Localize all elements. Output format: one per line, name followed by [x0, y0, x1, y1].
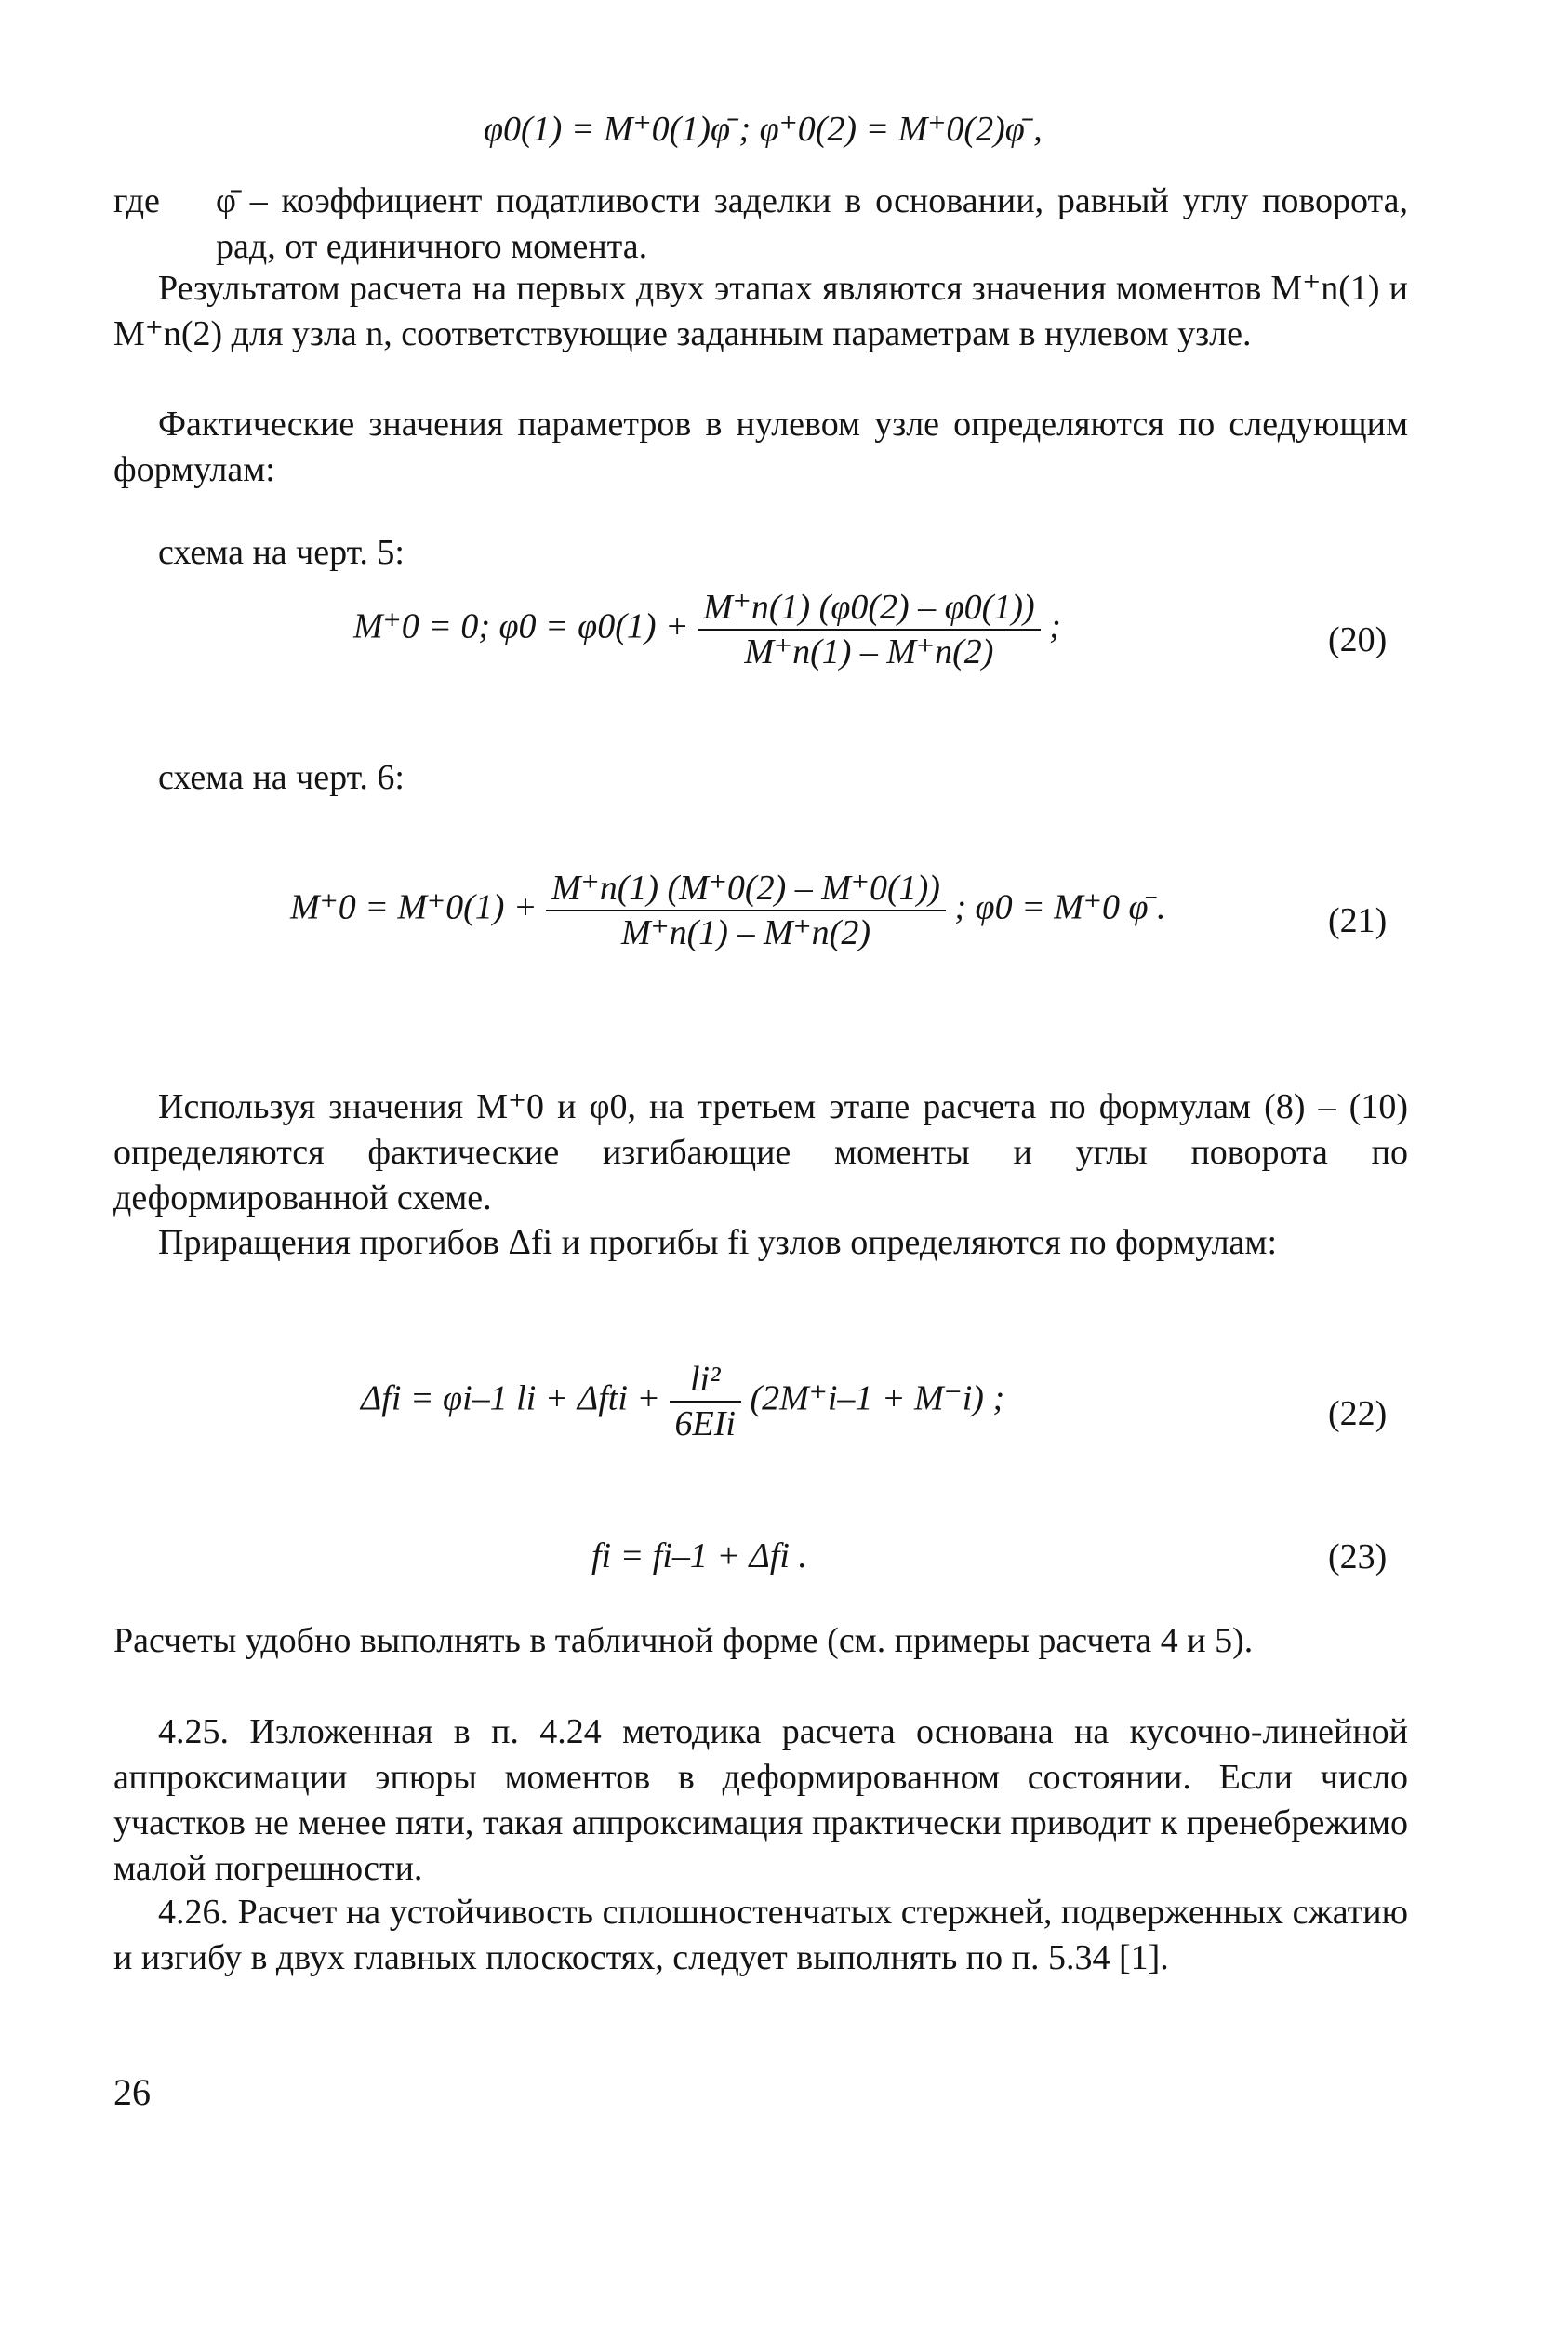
where-word: где — [113, 181, 160, 220]
paragraph-actual-values — [113, 402, 1408, 493]
equation-22-number: (22) — [1328, 1394, 1388, 1433]
equation-23-number: (23) — [1328, 1537, 1388, 1576]
eq21-fraction — [546, 869, 946, 952]
eq22-left: Δfi = φi–1 li + Δfti + — [361, 1378, 661, 1418]
equation-20 — [353, 588, 1061, 672]
paragraph-actual-values-text: Фактические значения параметров в нулевом узле определяются по следующим формулам: — [113, 405, 1408, 489]
paragraph-using-values-text: Используя значения M⁺0 и φ0, на третьем этапе расчета по формулам (8) – (10) определяются фактические изгибающие моменты и углы поворота по деформированной схеме. — [113, 1087, 1408, 1217]
eq21-tail: ; φ0 = M⁺0 φ̄ . — [954, 887, 1166, 927]
eq22-fraction — [670, 1360, 741, 1443]
paragraph-tabular — [113, 1618, 1408, 1664]
eq22-denominator: 6EIi — [670, 1401, 741, 1443]
equation-21-number: (21) — [1328, 901, 1388, 940]
eq21-numerator: M⁺n(1) (M⁺0(2) – M⁺0(1)) — [551, 869, 940, 908]
equation-23: fi = fi–1 + Δfi . — [591, 1536, 807, 1576]
eq20-numerator: M⁺n(1) (φ0(2) – φ0(1)) — [703, 588, 1035, 627]
eq21-denominator: M⁺n(1) – M⁺n(2) — [546, 910, 946, 952]
page-number: 26 — [113, 2071, 151, 2113]
where-definition-text: φ̄ – коэффициент податливости заделки в основании, равный углу поворота, рад, от единичного момента. — [216, 181, 1408, 266]
paragraph-deflections-text: Приращения прогибов Δfi и прогибы fi узлов определяются по формулам: — [158, 1223, 1278, 1262]
paragraph-4-25-text: 4.25. Изложенная в п. 4.24 методика расчета основана на кусочно-линейной аппроксимации эпюры моментов в деформированном состоянии. Если число участков не менее пяти, такая аппроксимация практически приводит к пренебрежимо малой погрешности. — [113, 1712, 1408, 1888]
eq20-left: M⁺0 = 0; φ0 = φ0(1) + — [353, 606, 689, 646]
eq22-tail: (2M⁺i–1 + M⁻i) ; — [750, 1378, 1005, 1418]
eq21-left: M⁺0 = M⁺0(1) + — [290, 887, 538, 927]
equation-20-number: (20) — [1328, 620, 1388, 659]
scheme-6-label: схема на черт. 6: — [158, 758, 405, 797]
paragraph-4-26 — [113, 1890, 1408, 1981]
scheme-5-label: схема на черт. 5: — [158, 533, 405, 572]
paragraph-4-25 — [113, 1709, 1408, 1892]
eq20-tail: ; — [1049, 606, 1061, 646]
paragraph-4-26-text: 4.26. Расчет на устойчивость сплошностенчатых стержней, подверженных сжатию и изгибу в двух главных плоскостях, следует выполнять по п. 5.34 [1]. — [113, 1893, 1408, 1977]
equation-21 — [290, 869, 1165, 952]
paragraph-using-values — [113, 1084, 1408, 1221]
eq22-numerator: li² — [689, 1360, 721, 1399]
paragraph-results-text: Результатом расчета на первых двух этапах являются значения моментов M⁺n(1) и M⁺n(2) для узла n, соответствующие заданным параметрам в нулевом узле. — [113, 269, 1408, 353]
top-formula: φ0(1) = M⁺0(1)φ̄ ; φ⁺0(2) = M⁺0(2)φ̄ , — [484, 110, 1043, 149]
equation-22 — [361, 1360, 1004, 1443]
paragraph-tabular-text: Расчеты удобно выполнять в табличной форме (см. примеры расчета 4 и 5). — [113, 1621, 1254, 1660]
paragraph-results — [113, 266, 1408, 357]
eq20-denominator: M⁺n(1) – M⁺n(2) — [698, 629, 1041, 672]
where-definition — [216, 179, 1408, 270]
paragraph-deflections — [113, 1220, 1408, 1266]
eq20-fraction — [698, 588, 1041, 672]
